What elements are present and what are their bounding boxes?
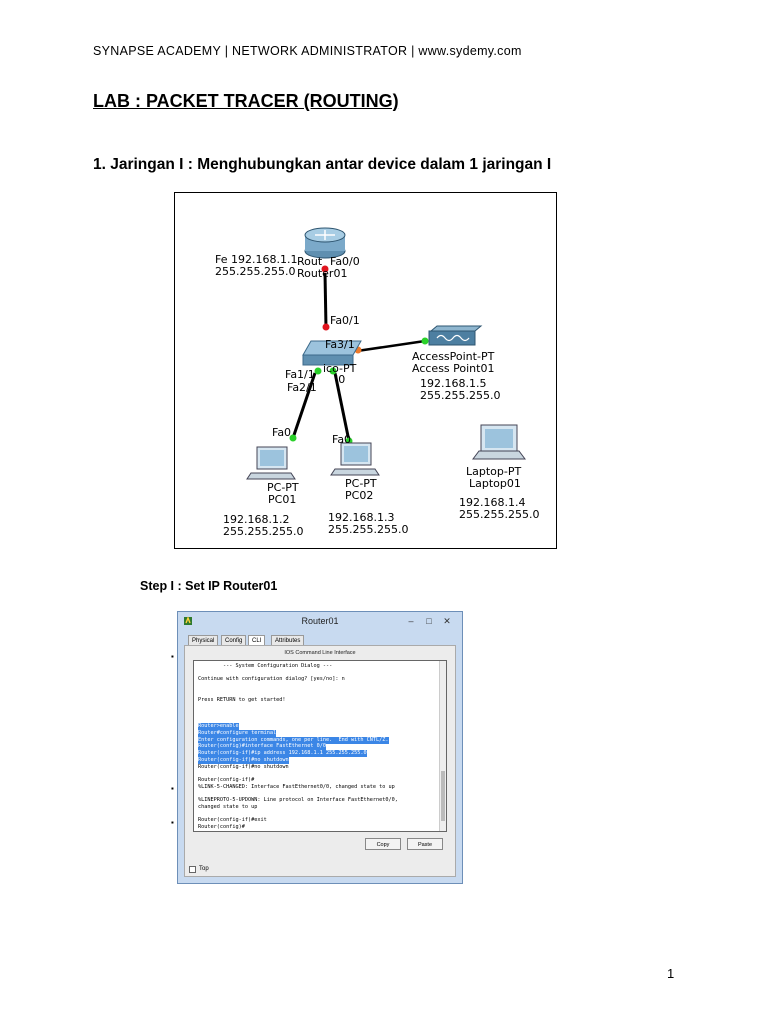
console-line: changed state to up xyxy=(198,803,258,810)
switch-port-fa31-label: Fa3/1 xyxy=(325,338,355,351)
laptop-name-label: Laptop01 xyxy=(469,477,521,490)
page-number: 1 xyxy=(667,966,675,981)
console-line: Router(config-if)#exit xyxy=(198,817,267,824)
console-scrollbar[interactable] xyxy=(439,661,446,831)
background-fragment: ▪ xyxy=(171,784,174,793)
minimize-icon[interactable]: – xyxy=(408,616,414,626)
step-title: Step I : Set IP Router01 xyxy=(140,579,278,593)
laptop-mask-label: 255.255.255.0 xyxy=(459,508,540,521)
router-icon xyxy=(305,228,345,258)
console-line: Router(config-if)# xyxy=(198,776,255,783)
top-checkbox-label: Top xyxy=(199,866,209,872)
router-port-fa00-label: Fa0/0 xyxy=(330,255,360,268)
pc01-icon xyxy=(247,447,295,479)
link-router-switch xyxy=(325,273,326,328)
switch-port-fa0-label: I0 xyxy=(335,373,346,386)
maximize-icon[interactable]: □ xyxy=(426,616,432,626)
pc02-port-label: Fa0 xyxy=(332,433,352,446)
status-dot-router-fa01 xyxy=(323,324,330,331)
ap-type-label: AccessPoint-PT xyxy=(412,350,495,363)
console-line: Enter configuration commands, one per line. End with CNTL/Z. xyxy=(198,736,389,743)
background-fragment: ▪ xyxy=(171,818,174,827)
ios-cli-label: IOS Command Line Interface xyxy=(284,650,356,656)
laptop-ip-label: 192.168.1.4 xyxy=(459,496,526,509)
console-line: Router(config-if)#ip address 192.168.1.1 255.255.255.0 xyxy=(198,750,367,757)
cli-console[interactable] xyxy=(193,660,447,832)
top-checkbox[interactable] xyxy=(189,866,196,873)
status-dot-switch-fa11 xyxy=(315,368,322,375)
console-line: Router>enable xyxy=(198,723,239,730)
router-port-fa01-label: Fa0/1 xyxy=(330,314,360,327)
switch-port-fa11-label: Fa1/1 xyxy=(285,368,315,381)
console-line: %LINEPROTO-5-UPDOWN: Line protocol on Interface FastEthernet0/0, xyxy=(198,797,398,803)
console-line: Router#configure terminal xyxy=(198,730,277,736)
pc01-ip-label: 192.168.1.2 xyxy=(223,513,290,526)
pc02-ip-label: 192.168.1.3 xyxy=(328,511,395,524)
window-titlebar[interactable] xyxy=(178,612,462,632)
pc01-port-label: Fa0 xyxy=(272,426,292,439)
router-name-top-label: Rout xyxy=(297,255,323,268)
pc01-name-label: PC01 xyxy=(268,493,297,506)
router-name-label: Router01 xyxy=(297,267,348,280)
section-title: 1. Jaringan I : Menghubungkan antar device dalam 1 jaringan I xyxy=(93,156,552,173)
console-line: Router(config-if)#no shutdown xyxy=(198,763,289,770)
topology-svg xyxy=(175,193,556,548)
pc02-icon xyxy=(331,443,379,475)
tab-physical[interactable]: Physical xyxy=(188,635,218,646)
paste-button[interactable]: Paste xyxy=(407,838,443,850)
access-point-icon xyxy=(429,326,481,345)
laptop-icon xyxy=(473,425,525,459)
console-line: Router(config-if)#no shutdown xyxy=(198,756,289,763)
pc02-type-label: PC-PT xyxy=(345,477,377,490)
close-icon[interactable]: ✕ xyxy=(443,616,451,626)
tab-cli[interactable]: CLI xyxy=(248,635,265,646)
console-line: Router(config)# xyxy=(198,823,245,830)
router-window[interactable] xyxy=(177,611,463,884)
console-line: %LINK-5-CHANGED: Interface FastEthernet0/0, changed state to up xyxy=(198,783,395,790)
switch-name-label: ico-PT xyxy=(323,362,357,375)
switch-port-fa21-label: Fa2/1 xyxy=(287,381,317,394)
page-header: SYNAPSE ACADEMY | NETWORK ADMINISTRATOR | www.sydemy.com xyxy=(93,44,522,58)
laptop-type-label: Laptop-PT xyxy=(466,465,522,478)
copy-button[interactable]: Copy xyxy=(365,838,401,850)
console-line: Continue with configuration dialog? [yes/no]: n xyxy=(198,676,345,683)
pc02-name-label: PC02 xyxy=(345,489,374,502)
cli-panel xyxy=(184,645,456,877)
pc02-mask-label: 255.255.255.0 xyxy=(328,523,409,536)
ap-ip-label: 192.168.1.5 xyxy=(420,377,487,390)
status-dot-ap xyxy=(422,338,429,345)
window-title: Router01 xyxy=(301,616,339,626)
router-ip-label: Fe 192.168.1.1 xyxy=(215,253,298,266)
pc01-mask-label: 255.255.255.0 xyxy=(223,525,304,538)
background-fragment: ▪ xyxy=(171,652,174,661)
ap-name-label: Access Point01 xyxy=(412,362,495,375)
scroll-thumb[interactable] xyxy=(441,771,445,821)
ap-mask-label: 255.255.255.0 xyxy=(420,389,501,402)
console-line: Router(config)#interface FastEthernet 0/0 xyxy=(198,743,327,750)
router-mask-label: 255.255.255.0 xyxy=(215,265,296,278)
tab-config[interactable]: Config xyxy=(221,635,246,646)
console-line: --- System Configuration Dialog --- xyxy=(198,663,333,669)
console-line: Press RETURN to get started! xyxy=(198,696,286,703)
lab-title: LAB : PACKET TRACER (ROUTING) xyxy=(93,91,399,111)
pc01-type-label: PC-PT xyxy=(267,481,299,494)
tab-attributes[interactable]: Attributes xyxy=(271,635,304,646)
network-diagram xyxy=(174,192,557,549)
